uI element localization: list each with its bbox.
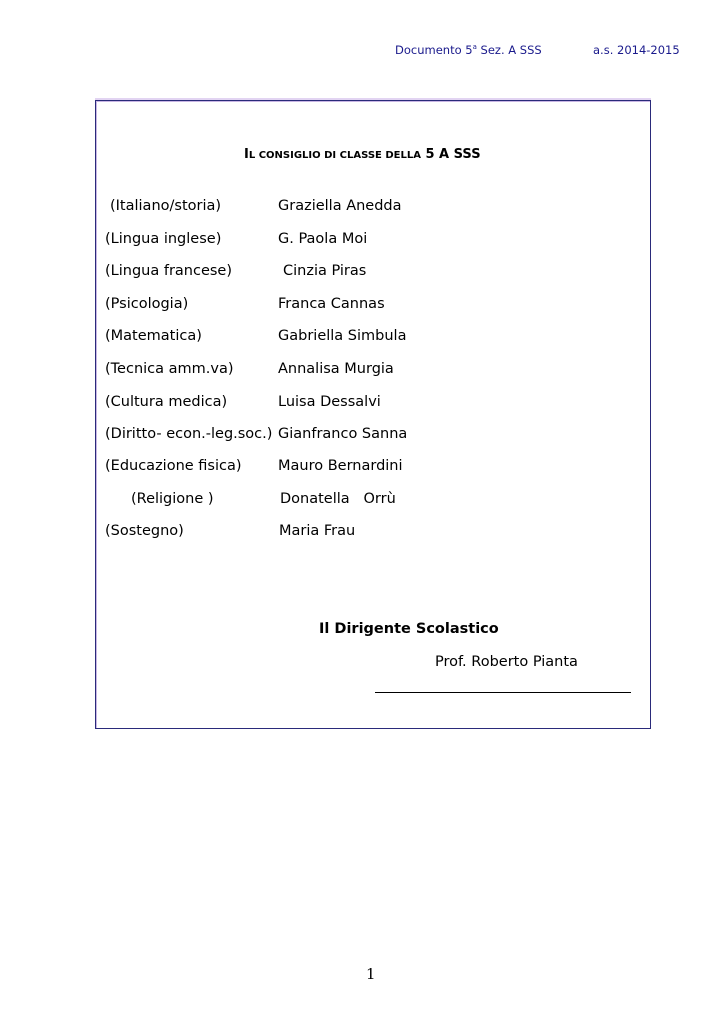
member-name: G. Paola Moi: [278, 231, 368, 247]
signature-line: [375, 692, 631, 693]
member-name: Graziella Anedda: [278, 198, 402, 214]
member-subject: (Tecnica amm.va): [105, 361, 234, 377]
title-initial: I: [244, 147, 249, 162]
signature-role: Il Dirigente Scolastico: [319, 621, 499, 637]
member-subject: (Sostegno): [105, 523, 184, 539]
member-subject: (Educazione fisica): [105, 458, 242, 474]
member-subject: (Diritto- econ.-leg.soc.): [105, 426, 273, 442]
header-document: Documento 5: [395, 43, 473, 57]
page-title: [244, 147, 481, 162]
member-subject: (Matematica): [105, 328, 202, 344]
page-number: 1: [366, 965, 376, 983]
title-class: 5 A SSS: [420, 147, 481, 162]
member-name: Donatella Orrù: [280, 491, 396, 507]
signature-person: Prof. Roberto Pianta: [435, 654, 578, 670]
member-name: Gabriella Simbula: [278, 328, 407, 344]
header-section: Sez. A SSS: [476, 43, 542, 57]
member-name: Franca Cannas: [278, 296, 385, 312]
member-name: Annalisa Murgia: [278, 361, 394, 377]
member-name: Luisa Dessalvi: [278, 394, 381, 410]
header-superscript: a: [472, 43, 477, 52]
member-subject: (Lingua inglese): [105, 231, 222, 247]
member-name: Cinzia Piras: [283, 263, 367, 279]
member-subject: (Religione ): [131, 491, 214, 507]
member-subject: (Psicologia): [105, 296, 189, 312]
member-subject: (Italiano/storia): [110, 198, 222, 214]
member-name: Maria Frau: [279, 523, 356, 539]
header-school-year: a.s. 2014-2015: [593, 43, 680, 57]
member-name: Gianfranco Sanna: [278, 426, 408, 442]
title-smallcaps: L CONSIGLIO DI CLASSE DELLA: [248, 150, 421, 161]
member-subject: (Lingua francese): [105, 263, 233, 279]
member-name: Mauro Bernardini: [278, 458, 403, 474]
page-header: [395, 43, 695, 57]
member-subject: (Cultura medica): [105, 394, 228, 410]
